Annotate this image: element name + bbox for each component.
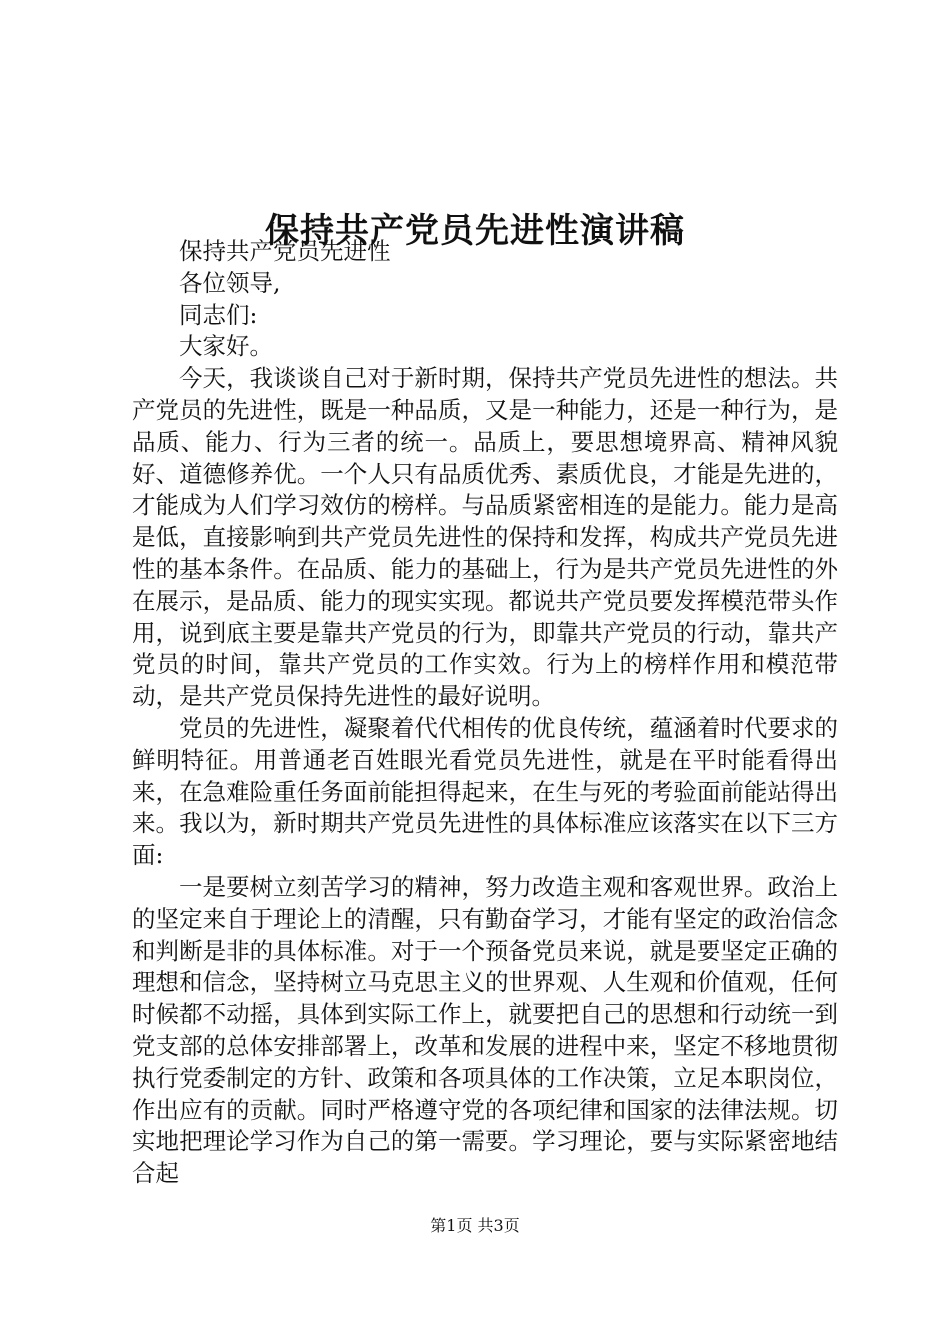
page-number: 第1页 共3页 — [430, 1216, 520, 1235]
paragraph-salutation-leaders: 各位领导, — [179, 268, 281, 297]
paragraph-greeting: 大家好。 — [179, 332, 273, 361]
paragraph-body: 党员的先进性，凝聚着代代相传的优良传统，蕴涵着时代要求的鲜明特征。用普通老百姓眼光看党员先进性，就是在平时能看得出来，在急难险重任务面前能担得起来，在生与死的考验面前能站得出来。我以为，新时期共产党员先进性的具体标准应该落实在以下三方面: — [132, 713, 838, 870]
paragraph-body: 一是要树立刻苦学习的精神，努力改造主观和客观世界。政治上的坚定来自于理论上的清醒，只有勤奋学习，才能有坚定的政治信念和判断是非的具体标准。对于一个预备党员来说，就是要坚定正确的理想和信念，坚持树立马克思主义的世界观、人生观和价值观，任何时候都不动摇，具体到实际工作上，就要把自己的思想和行动统一到党支部的总体安排部署上，改革和发展的进程中来，坚定不移地贯彻执行党委制定的方针、政策和各项具体的工作决策，立足本职岗位，作出应有的贡献。同时严格遵守党的各项纪律和国家的法律法规。切实地把理论学习作为自己的第一需要。学习理论，要与实际紧密地结合起 — [132, 872, 838, 1188]
paragraph-body: 今天，我谈谈自己对于新时期，保持共产党员先进性的想法。共产党员的先进性，既是一种品质，又是一种能力，还是一种行为，是品质、能力、行为三者的统一。品质上，要思想境界高、精神风貌好、道德修养优。一个人只有品质优秀、素质优良，才能是先进的，才能成为人们学习效仿的榜样。与品质紧密相连的是能力。能力是高是低，直接影响到共产党员先进性的保持和发挥，构成共产党员先进性的基本条件。在品质、能力的基础上，行为是共产党员先进性的外在展示，是品质、能力的现实实现。都说共产党员要发挥模范带头作用，说到底主要是靠共产党员的行为，即靠共产党员的行动，靠共产党员的时间，靠共产党员的工作实效。行为上的榜样作用和模范带动，是共产党员保持先进性的最好说明。 — [132, 364, 838, 711]
paragraph-heading: 保持共产党员先进性 — [179, 237, 391, 265]
document-title: 保持共产党员先进性演讲稿 — [265, 210, 685, 251]
document-body — [132, 236, 838, 1190]
paragraph-salutation-comrades: 同志们: — [179, 300, 258, 329]
